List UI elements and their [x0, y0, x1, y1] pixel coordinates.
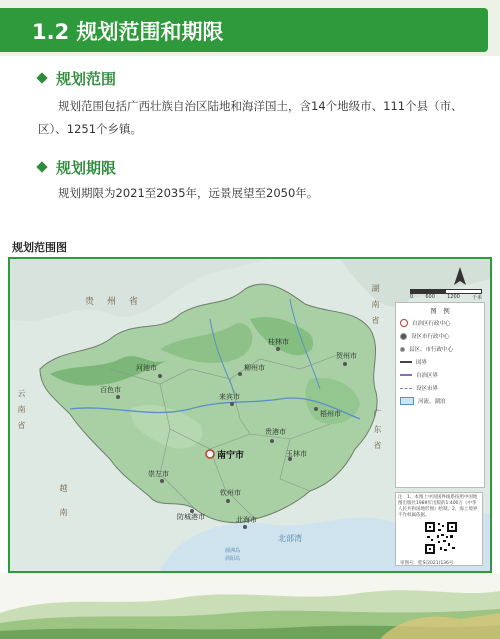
- legend-title: 图 例: [430, 307, 450, 315]
- city-label: 贺州市: [336, 352, 357, 360]
- city-label: 贵港市: [265, 428, 286, 436]
- map-legend: [395, 302, 485, 488]
- legend-item: 自治区行政中心: [400, 318, 480, 328]
- scale-bar: [410, 289, 482, 301]
- province-label: 广 东 省: [373, 409, 382, 449]
- legend-item: 县区、市行政中心: [400, 344, 480, 354]
- city-label: 百色市: [100, 386, 121, 394]
- city-label: 桂林市: [268, 338, 289, 346]
- section-text-period: 规划期限为2021至2035年，远景展望至2050年。: [58, 186, 319, 200]
- scale-unit: 千米: [471, 295, 482, 301]
- city-label: 来宾市: [219, 393, 240, 401]
- city-label: 崇左市: [148, 470, 169, 478]
- map-title: 规划范围图: [12, 241, 67, 254]
- section-heading-scope: 规划范围: [38, 68, 116, 89]
- city-label-capital: 南宁市: [217, 451, 245, 461]
- city-label: 梧州市: [320, 410, 341, 418]
- city-label: 北海市: [236, 516, 257, 524]
- qr-code-icon: [424, 521, 458, 555]
- province-label: 贵 州 省: [85, 297, 141, 307]
- legend-item: 河流、湖泊: [400, 396, 480, 406]
- capital-marker-icon: [206, 450, 214, 458]
- map-note: 注：1、本图上中国国界线系按照中国地图出版社1989年出版的1:400万《中华人民共和国地形图》绘制。2、海上境界不作权属依据。: [395, 492, 483, 566]
- footer-landscape-image: [0, 573, 500, 639]
- scale-tick: 1200: [447, 294, 460, 300]
- legend-item: 设区市界: [400, 383, 480, 393]
- island-label: 涠洲岛: [225, 548, 241, 554]
- sea-label: 北部湾: [278, 534, 302, 543]
- legend-item: 国界: [400, 357, 480, 367]
- legend-item: 自治区界: [400, 370, 480, 380]
- island-label: 斜阳岛: [225, 556, 241, 562]
- approval-number: 审图号：桂S(2021)136号: [400, 561, 454, 566]
- city-label: 玉林市: [286, 450, 307, 458]
- city-label: 防城港市: [177, 513, 205, 521]
- city-label: 柳州市: [244, 364, 265, 372]
- diamond-bullet-icon: [36, 161, 47, 172]
- diamond-bullet-icon: [36, 72, 47, 83]
- city-label: 钦州市: [220, 489, 241, 497]
- province-label: 越 南: [59, 484, 68, 516]
- scale-tick: 0: [410, 294, 414, 300]
- page-title: 1.2 规划范围和期限: [32, 20, 224, 44]
- province-label: 湖 南 省: [371, 284, 380, 324]
- city-label: 河池市: [136, 364, 157, 372]
- legend-item: 设区市行政中心: [400, 331, 480, 341]
- section-text-scope: 规划范围包括广西壮族自治区陆地和海洋国土，含14个地级市、111个县（市、区）、1251个乡镇。: [38, 99, 463, 136]
- province-label: 云 南 省: [17, 389, 26, 429]
- scale-tick: 600: [425, 294, 435, 300]
- section-heading-period: 规划期限: [38, 157, 116, 178]
